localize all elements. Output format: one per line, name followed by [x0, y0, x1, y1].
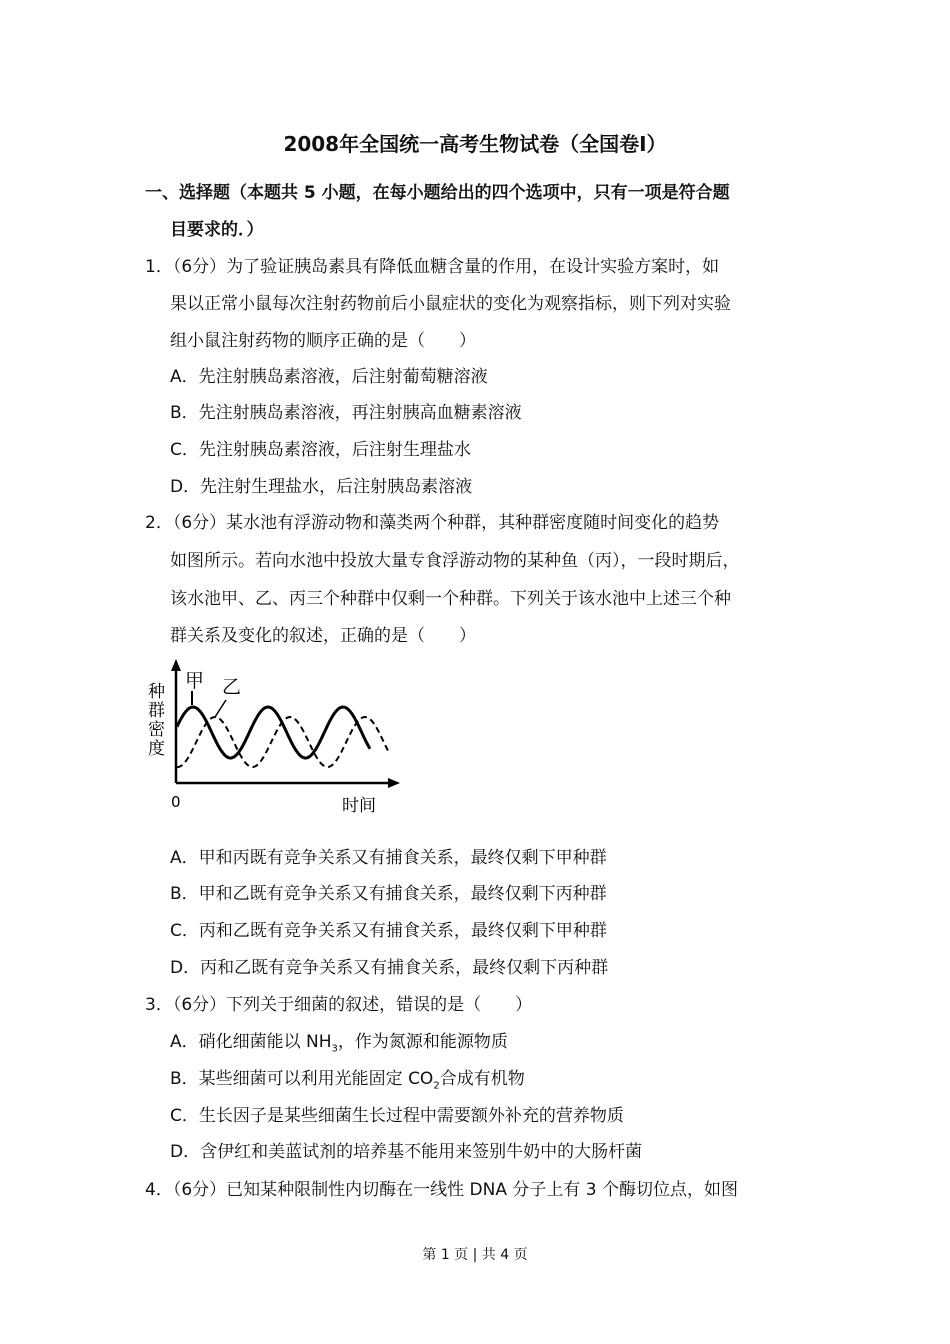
question-3-option-b — [170, 1061, 525, 1098]
question-4-stem: 4．（6分）已知某种限制性内切酶在一线性 DNA 分子上有 3 个酶切位点，如图 — [145, 1180, 738, 1200]
question-2-stem: 如图所示。若向水池中投放大量专食浮游动物的某种鱼（丙），一段时期后， — [170, 551, 740, 571]
question-3-option-a — [170, 1024, 508, 1061]
series-label-jia: 甲 — [185, 670, 205, 692]
question-1-option-a: A．先注射胰岛素溶液，后注射葡萄糖溶液 — [170, 367, 488, 387]
y-axis-arrow — [171, 659, 181, 671]
question-1-option-c: C．先注射胰岛素溶液，后注射生理盐水 — [170, 440, 471, 460]
section-heading: 一、选择题（本题共 5 小题，在每小题给出的四个选项中，只有一项是符合题 — [145, 183, 730, 203]
question-1-option-d: D．先注射生理盐水，后注射胰岛素溶液 — [170, 477, 473, 497]
page-title: 2008年全国统一高考生物试卷（全国卷Ⅰ） — [283, 132, 667, 156]
question-3-option-c: C．生长因子是某些细菌生长过程中需要额外补充的营养物质 — [170, 1106, 624, 1126]
question-2-option-d: D．丙和乙既有竞争关系又有捕食关系，最终仅剩下丙种群 — [170, 958, 609, 978]
page-footer: 第 1 页 | 共 4 页 — [422, 1247, 528, 1263]
question-3-option-d: D．含伊红和美蓝试剂的培养基不能用来签别牛奶中的大肠杆菌 — [170, 1142, 643, 1162]
curve-jia — [177, 707, 370, 758]
question-3-stem: 3．（6分）下列关于细菌的叙述，错误的是（ ） — [145, 995, 533, 1015]
option-text: B．某些细菌可以利用光能固定 CO — [170, 1069, 434, 1089]
option-text: A．硝化细菌能以 NH — [170, 1032, 332, 1052]
question-1-stem: 果以正常小鼠每次注射药物前后小鼠症状的变化为观察指标，则下列对实验 — [170, 294, 731, 314]
question-2-option-b: B．甲和乙既有竞争关系又有捕食关系，最终仅剩下丙种群 — [170, 884, 607, 904]
question-1-stem: 1．（6分）为了验证胰岛素具有降低血糖含量的作用，在设计实验方案时，如 — [145, 257, 720, 277]
x-axis-arrow — [388, 778, 400, 788]
series-label-yi: 乙 — [222, 676, 242, 698]
section-heading-cont: 目要求的．） — [170, 220, 264, 240]
origin-label: 0 — [171, 793, 181, 811]
question-2-stem: 该水池甲、乙、丙三个种群中仅剩一个种群。下列关于该水池中上述三个种 — [170, 589, 731, 609]
subscript: 2 — [433, 1080, 440, 1092]
subscript: 3 — [331, 1043, 338, 1055]
option-text: 合成有机物 — [439, 1069, 525, 1089]
y-label-char: 度 — [148, 739, 165, 759]
question-2-stem: 群关系及变化的叙述，正确的是（ ） — [170, 626, 476, 646]
question-1-stem: 组小鼠注射药物的顺序正确的是（ ） — [170, 331, 476, 351]
label-pointer-yi — [215, 700, 226, 717]
question-2-option-c: C．丙和乙既有竞争关系又有捕食关系，最终仅剩下甲种群 — [170, 921, 607, 941]
population-density-figure — [140, 655, 400, 820]
question-1-option-b: B．先注射胰岛素溶液，再注射胰高血糖素溶液 — [170, 403, 522, 423]
y-label-char: 种 — [148, 682, 165, 702]
question-2-stem: 2．（6分）某水池有浮游动物和藻类两个种群，其种群密度随时间变化的趋势 — [145, 513, 720, 533]
y-label-char: 密 — [148, 720, 165, 740]
y-label-char: 群 — [148, 701, 165, 721]
x-axis-label: 时间 — [342, 796, 376, 816]
question-2-option-a: A．甲和丙既有竞争关系又有捕食关系，最终仅剩下甲种群 — [170, 848, 607, 868]
option-text: ，作为氮源和能源物质 — [337, 1032, 508, 1052]
